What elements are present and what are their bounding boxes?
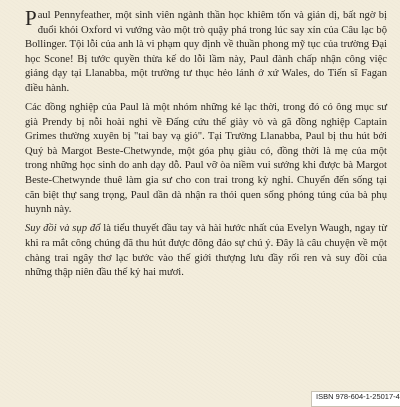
isbn-barcode-label (311, 391, 400, 407)
isbn-text: ISBN 978-604-1-25017-4 (316, 392, 400, 401)
paragraph-3 (25, 222, 387, 280)
paragraph-1-text: aul Pennyfeather, một sinh viên ngành thần học khiêm tốn và giản dị, bất ngờ bị đuổi khỏi Oxford vì vướng vào một trò quậy phá trong lúc say xỉn của Câu lạc bộ Bollinger. Tội lỗi của anh là vi phạm quy định về thuần phong mỹ tục của trường Đại học Scone! Bị tước quyền thừa kế do lỗi lầm này, Paul đành chấp nhận công việc giảng dạy tại Llanabba, một trường tư thục hẻo lánh ở xứ Wales, do Tiến sĩ Fagan điều hành. (25, 10, 387, 94)
paragraph-1 (25, 6, 387, 97)
book-title: Suy đồi và sụp đổ (25, 223, 101, 235)
paragraph-3-text: là tiểu thuyết đầu tay và hài hước nhất của Evelyn Waugh, ngay từ khi ra mắt công chúng đã thu hút được đông đảo sự chú ý. Đây là câu chuyện về một chàng trai ngây thơ lạc bước vào thế giới thượng lưu đầy rối ren và suy đồi của những thập niên đầu thế kỷ hai mươi. (25, 223, 387, 279)
synopsis-text (25, 6, 387, 285)
drop-cap: P (25, 6, 37, 30)
paragraph-2: Các đồng nghiệp của Paul là một nhóm những kẻ lạc thời, trong đó có ông mục sư già Prendy bị nỗi hoài nghi về Đấng cứu thế giày vò và gã đồng nghiệp Captain Grimes thường xuyên bị "tai bay vạ gió". Tại Trường Llanabba, Paul bị thu hút bởi Quý bà Margot Beste-Chetwynde, một góa phụ giàu có, đồng thời là mẹ của một trong những học sinh do anh dạy dỗ. Paul vỡ òa niềm vui sướng khi được bà Margot Beste-Chetwynde thuê làm gia sư cho con trai trong kỳ nghỉ. Chuyển đến sống tại căn biệt thự sang trọng, Paul dần dà nhận ra thói quen sống phóng túng của bà phụ huynh này. (25, 102, 387, 216)
